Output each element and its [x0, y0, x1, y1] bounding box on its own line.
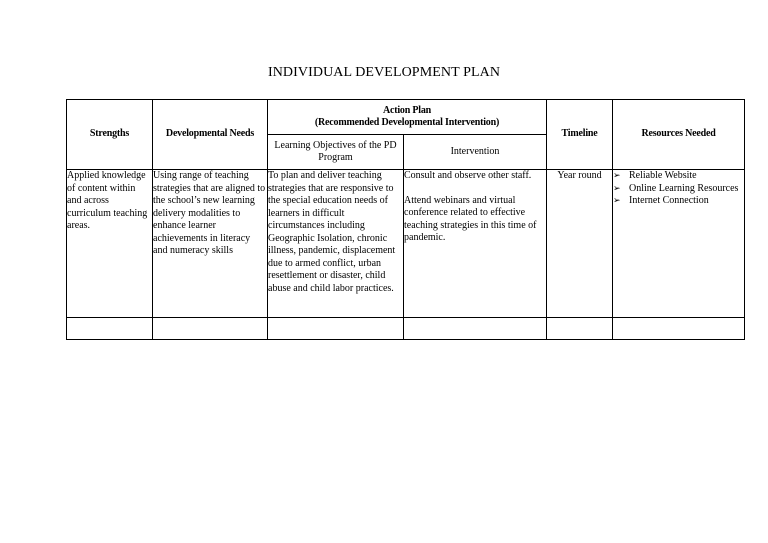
- empty-cell: [153, 318, 268, 340]
- cell-learning-objectives: To plan and deliver teaching strategies that are responsive to the special education needs of learners in difficult circumstances including Geographic Isolation, chronic illness, pandemic, displacement due to armed conflict, urban resettlement or disaster, child abuse and child labor practices.: [268, 170, 404, 318]
- arrow-bullet-icon: ➢: [613, 183, 621, 194]
- empty-cell: [404, 318, 547, 340]
- cell-intervention: [404, 170, 547, 318]
- header-developmental-needs: Developmental Needs: [153, 100, 268, 170]
- list-item: [613, 183, 744, 196]
- empty-cell: [547, 318, 613, 340]
- development-plan-table: [66, 99, 745, 340]
- arrow-bullet-icon: ➢: [613, 196, 621, 206]
- cell-strengths: Applied knowledge of content within and across curriculum teaching areas.: [67, 170, 153, 318]
- resource-label: Online Learning Resources: [629, 182, 739, 194]
- table-row: [67, 170, 745, 318]
- resource-label: Reliable Website: [629, 170, 697, 181]
- list-item: [613, 170, 744, 183]
- cell-resources: [613, 170, 745, 318]
- list-item: [613, 195, 744, 208]
- cell-developmental-needs: Using range of teaching strategies that are aligned to the school’s new learning delivery modalities to enhance learner achievements in literacy and numeracy skills: [153, 170, 268, 318]
- intervention-item-1: Consult and observe other staff.: [404, 170, 532, 181]
- intervention-item-2: Attend webinars and virtual conference related to effective teaching strategies in this time of pandemic.: [404, 194, 537, 243]
- header-action-plan-title: Action Plan: [382, 104, 432, 116]
- header-action-plan: [268, 100, 547, 135]
- cell-timeline: Year round: [547, 170, 613, 318]
- document-title: INDIVIDUAL DEVELOPMENT PLAN: [267, 65, 501, 80]
- resources-list: [613, 170, 744, 208]
- header-strengths: Strengths: [67, 100, 153, 170]
- header-resources-needed: Resources Needed: [613, 100, 745, 170]
- empty-cell: [67, 318, 153, 340]
- arrow-bullet-icon: ➢: [613, 171, 621, 181]
- header-action-plan-subtitle: (Recommended Developmental Intervention): [314, 117, 500, 128]
- table-row-empty: [67, 318, 745, 340]
- header-learning-objectives: Learning Objectives of the PD Program: [268, 135, 404, 170]
- empty-cell: [613, 318, 745, 340]
- resource-label: Internet Connection: [629, 195, 709, 206]
- header-intervention: Intervention: [404, 135, 547, 170]
- empty-cell: [268, 318, 404, 340]
- header-timeline: Timeline: [547, 100, 613, 170]
